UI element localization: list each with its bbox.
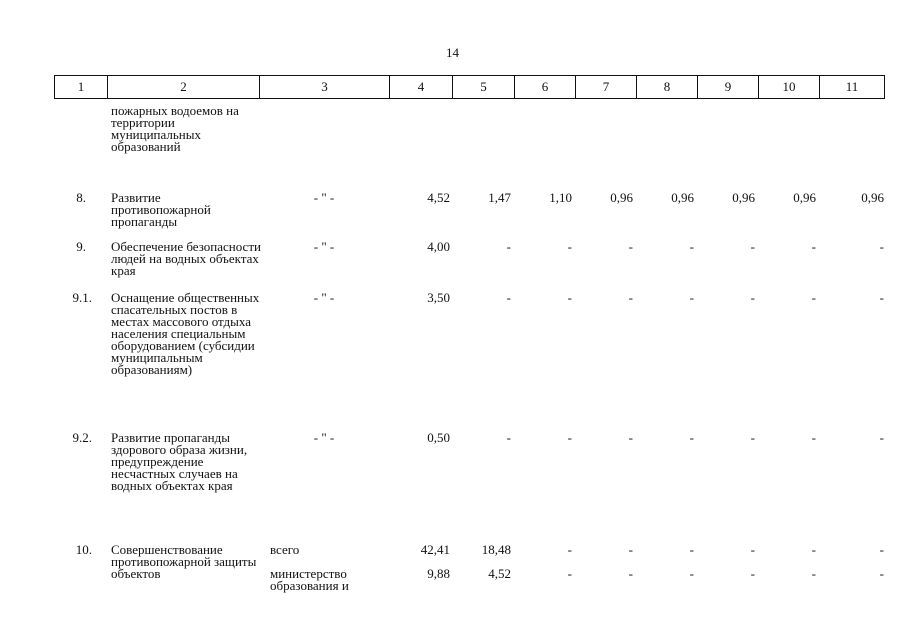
row-value: - bbox=[628, 290, 633, 305]
row-value: - bbox=[750, 239, 755, 254]
row-value: - bbox=[628, 239, 633, 254]
row-value: - bbox=[628, 542, 633, 557]
row-value: - bbox=[750, 290, 755, 305]
row-value: - bbox=[750, 566, 755, 581]
row-value: - bbox=[567, 566, 572, 581]
row-source: - " - bbox=[313, 239, 335, 254]
row-number: 10. bbox=[75, 542, 92, 557]
row-value: 0,96 bbox=[793, 190, 816, 205]
column-header: 2 bbox=[108, 76, 260, 98]
row-value: 9,88 bbox=[427, 566, 450, 581]
row-number: 9. bbox=[76, 239, 86, 254]
row-value: - bbox=[567, 239, 572, 254]
row-value: 18,48 bbox=[481, 542, 511, 557]
row-value: 4,00 bbox=[427, 239, 450, 254]
row-name: Оснащение общественных спасательных постов в местах массового отдыха населения специальным оборудованием (субсидии муниципальным образованиям) bbox=[111, 290, 260, 377]
row-value: - bbox=[628, 430, 633, 445]
row-value: 1,10 bbox=[549, 190, 572, 205]
row-value: 4,52 bbox=[488, 566, 511, 581]
row-name: Обеспечение безопасности людей на водных объектах края bbox=[111, 239, 261, 278]
column-header: 8 bbox=[637, 76, 698, 98]
row-value: - bbox=[811, 239, 816, 254]
row-value: 0,96 bbox=[861, 190, 884, 205]
row-value: - bbox=[879, 290, 884, 305]
row-source: - " - bbox=[313, 290, 335, 305]
row-value: 0,96 bbox=[732, 190, 755, 205]
column-header: 4 bbox=[390, 76, 453, 98]
row-value: - bbox=[879, 542, 884, 557]
continuation-text: пожарных водоемов на территории муниципальных образований bbox=[111, 103, 239, 154]
row-number: 9.2. bbox=[72, 430, 92, 445]
row-name: Развитие противопожарной пропаганды bbox=[111, 190, 211, 229]
row-value: - bbox=[811, 430, 816, 445]
row-value: - bbox=[750, 542, 755, 557]
row-value: - bbox=[506, 239, 511, 254]
row-source: министерство образования и bbox=[270, 566, 349, 593]
row-value: - bbox=[506, 430, 511, 445]
row-value: 0,96 bbox=[671, 190, 694, 205]
table-header bbox=[54, 75, 885, 99]
row-value: - bbox=[689, 566, 694, 581]
column-header: 9 bbox=[698, 76, 759, 98]
column-header: 11 bbox=[845, 79, 859, 94]
row-value: - bbox=[689, 430, 694, 445]
row-value: - bbox=[689, 239, 694, 254]
row-value: - bbox=[689, 542, 694, 557]
row-value: - bbox=[750, 430, 755, 445]
row-value: - bbox=[628, 566, 633, 581]
row-source: - " - bbox=[313, 430, 335, 445]
page-number: 14 bbox=[446, 45, 459, 60]
row-value: - bbox=[567, 290, 572, 305]
row-value: - bbox=[879, 430, 884, 445]
row-value: - bbox=[811, 542, 816, 557]
column-header: 3 bbox=[260, 76, 390, 98]
row-value: - bbox=[567, 542, 572, 557]
row-value: 0,50 bbox=[427, 430, 450, 445]
column-header: 1 bbox=[55, 76, 108, 98]
row-value: 4,52 bbox=[427, 190, 450, 205]
column-header: 10 bbox=[759, 76, 820, 98]
row-value: - bbox=[879, 239, 884, 254]
row-value: - bbox=[506, 290, 511, 305]
row-value: 1,47 bbox=[488, 190, 511, 205]
row-source: всего bbox=[270, 542, 300, 557]
row-name: Совершенствование противопожарной защиты объектов bbox=[111, 542, 257, 581]
row-value: 42,41 bbox=[420, 542, 450, 557]
row-name: Развитие пропаганды здорового образа жизни, предупреждение несчастных случаев на водных объектах края bbox=[111, 430, 248, 493]
column-header: 7 bbox=[576, 76, 637, 98]
row-value: 3,50 bbox=[427, 290, 450, 305]
row-number: 9.1. bbox=[72, 290, 92, 305]
row-value: - bbox=[689, 290, 694, 305]
column-header: 6 bbox=[515, 76, 576, 98]
row-value: 0,96 bbox=[610, 190, 633, 205]
row-source: - " - bbox=[313, 190, 335, 205]
row-number: 8. bbox=[76, 190, 86, 205]
row-value: - bbox=[811, 290, 816, 305]
column-header: 5 bbox=[453, 76, 515, 98]
row-value: - bbox=[811, 566, 816, 581]
row-value: - bbox=[567, 430, 572, 445]
row-value: - bbox=[879, 566, 884, 581]
